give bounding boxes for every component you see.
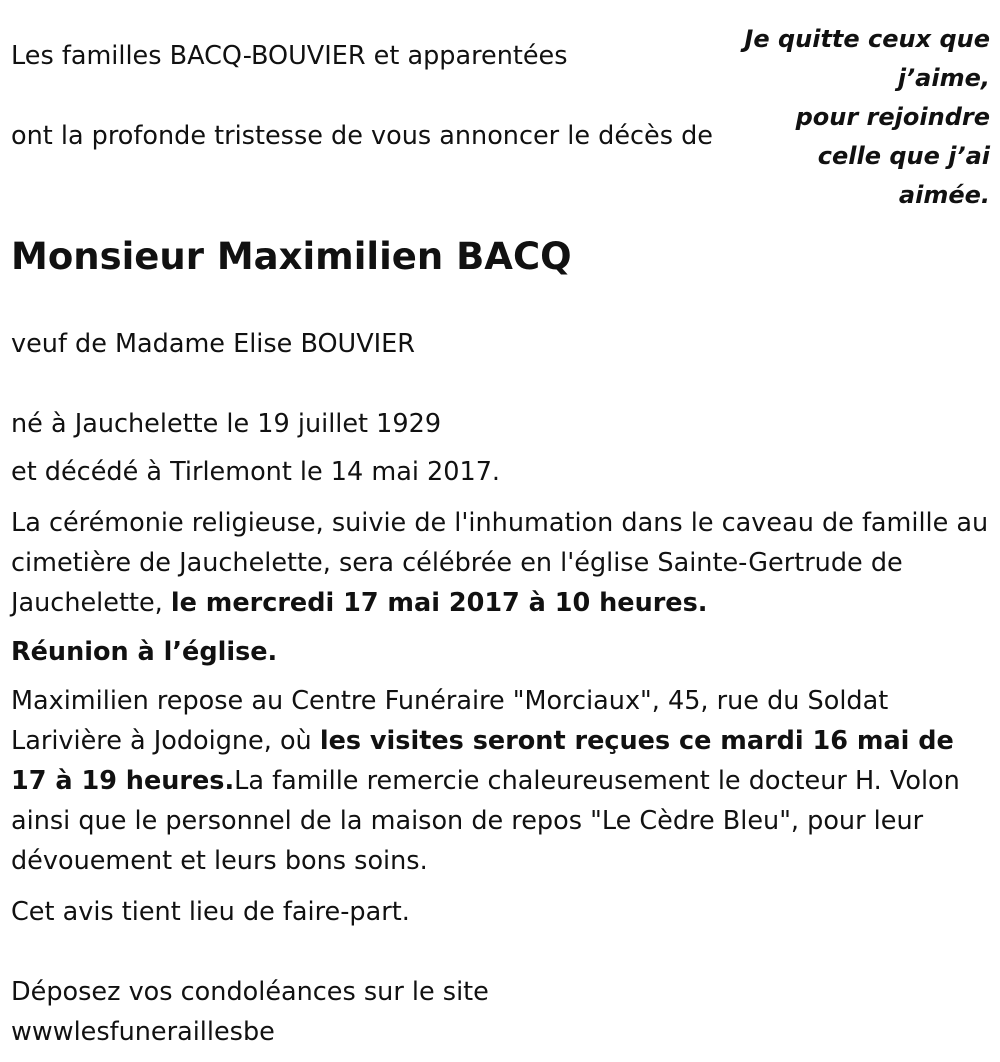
- rest-paragraph: [11, 681, 996, 881]
- quote-line-1: Je quitte ceux que j’aime,: [744, 25, 990, 92]
- families-line: Les familles BACQ-BOUVIER et apparentées: [11, 41, 568, 71]
- quote-line-2: pour rejoindre celle que j’ai aimée.: [795, 103, 990, 209]
- announcement-line: ont la profonde tristesse de vous annoncer le décès de: [11, 121, 713, 151]
- deceased-name: Monsieur Maximilien BACQ: [11, 235, 572, 278]
- ceremony-paragraph: [11, 503, 996, 623]
- rest-text: Maximilien repose au Centre Funéraire "Morciaux", 45, rue du Soldat Larivière à Jodoigne, où: [11, 686, 889, 756]
- visits-text: les visites seront reçues ce mardi 16 mai de 17 à 19 heures.: [11, 726, 954, 796]
- faire-part-line: Cet avis tient lieu de faire-part.: [11, 897, 410, 927]
- thanks-text: La famille remercie chaleureusement le docteur H. Volon ainsi que le personnel de la maison de repos "Le Cèdre Bleu", pour leur dévouement et leurs bons soins.: [11, 766, 960, 876]
- meeting-line: Réunion à l’église.: [11, 637, 278, 667]
- ceremony-date: le mercredi 17 mai 2017 à 10 heures.: [170, 588, 708, 618]
- condolences-line: Déposez vos condoléances sur le site wwwlesfuneraillesbe: [11, 977, 489, 1047]
- death-line: et décédé à Tirlemont le 14 mai 2017.: [11, 457, 501, 487]
- birth-line: né à Jauchelette le 19 juillet 1929: [11, 409, 442, 439]
- epitaph-quote: [730, 20, 990, 215]
- widower-line: veuf de Madame Elise BOUVIER: [11, 329, 416, 359]
- ceremony-text: La cérémonie religieuse, suivie de l'inhumation dans le caveau de famille au cimetière de Jauchelette, sera célébrée en l'église Sainte-Gertrude de Jauchelette,: [11, 508, 989, 618]
